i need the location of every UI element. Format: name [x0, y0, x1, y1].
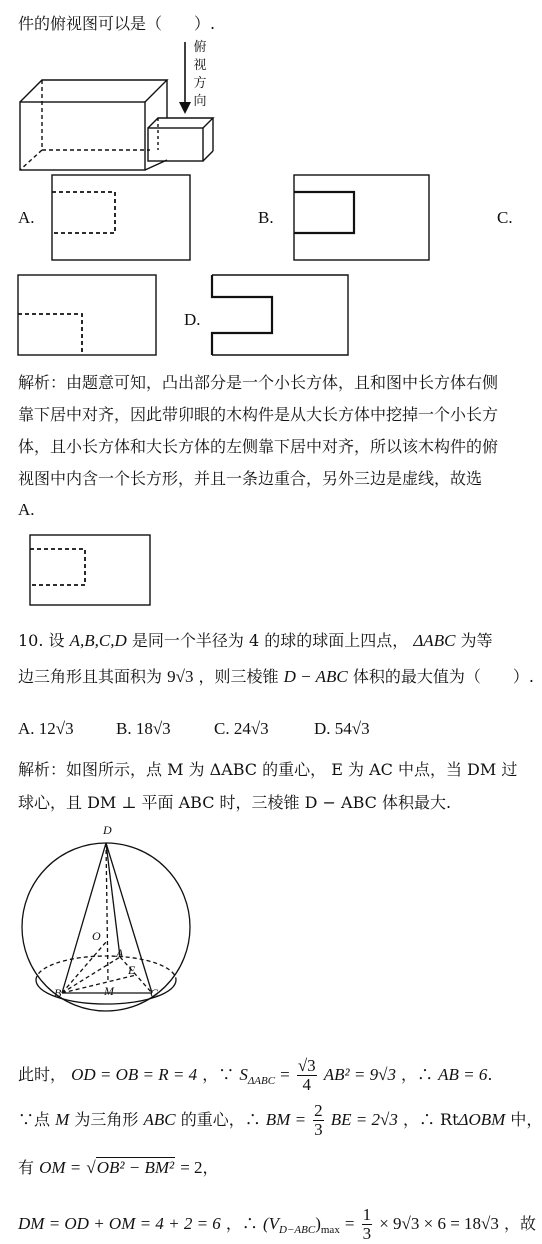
q10-stem-text-1: 是同一个半径为 4 的球的球面上四点， [131, 631, 409, 650]
calc-line-1: 此时， OD = OB = R = 4 ，∵ $S_{\Delta ABC}$ = $\frac{√3}{4}$ AB² = 9√3 ，∴ AB = 6. [18, 1056, 493, 1094]
calc-line-3: 有 OM = √OB² − BM² = 2， [18, 1158, 219, 1177]
point-o-label: O [92, 929, 101, 943]
point-c-label: C [150, 986, 159, 1000]
point-m-label: M [104, 984, 114, 998]
calc1-area-symbol: S [239, 1065, 248, 1084]
choice-b-label: B. [116, 719, 132, 738]
calc2-text-1: ∵点 [18, 1110, 51, 1129]
choice-d-value: 54√3 [334, 719, 370, 738]
calc2-bm: BM = [265, 1110, 307, 1129]
view-direction-label-4: 向 [193, 94, 207, 109]
q9-analysis-line-3: 体，且小长方体和大长方体的左侧靠下居中对齐，所以该木构件的俯 [18, 437, 499, 456]
point-d-label: D [103, 823, 112, 837]
q10-stem-text-3: 边三角形且其面积为 [18, 667, 163, 686]
calc1-area-expr: AB² = 9√3 [323, 1065, 396, 1084]
calc4-text-2: ，故 [503, 1214, 536, 1233]
option-d-label: D. [184, 310, 201, 329]
choice-c-value: 24√3 [233, 719, 269, 738]
view-direction-label-3: 方 [193, 76, 207, 91]
q9-analysis-line-1: 解析：由题意可知，凸出部分是一个小长方体，且和图中长方体右侧 [18, 373, 499, 392]
calc1-ab: AB = 6 [438, 1065, 488, 1084]
calc4-dm: DM = OD + OM = 4 + 2 = 6 [18, 1214, 221, 1233]
choice-a-value: 12√3 [38, 719, 74, 738]
calc1-text-3: ，∴ [401, 1065, 434, 1084]
calc4-volume: × 9√3 × 6 = 18√3 [379, 1214, 499, 1233]
choice-d-label: D. [314, 719, 331, 738]
q9-analysis-answer: A. [18, 500, 35, 519]
q9-analysis-line-4: 视图中内含一个长方形，并且一条边重合，另外三边是虚线，故选 [18, 469, 483, 488]
calc2-text-2: 为三角形 [74, 1110, 139, 1129]
q10-stem-text-2: 为等 [460, 631, 493, 650]
calc4-v: (V [263, 1214, 280, 1233]
point-e-label: E [128, 963, 136, 977]
calc2-text-4: ，∴ Rt [402, 1110, 459, 1129]
calc3-radicand: OB² − BM² [96, 1158, 175, 1177]
calc2-triangle: ΔOBM [458, 1110, 506, 1129]
view-direction-label-1: 俯 [193, 40, 207, 55]
calc2-be: BE = 2√3 [330, 1110, 398, 1129]
calc2-text-3: 的重心，∴ [180, 1110, 261, 1129]
option-c-label: C. [497, 208, 513, 227]
calc1-eq: = [280, 1065, 290, 1084]
q10-area: 9√3 [167, 667, 194, 686]
calc1-fraction: $\frac{√3}{4}$ [297, 1056, 316, 1094]
calc3-om: OM = [39, 1158, 82, 1177]
choice-c-label: C. [214, 719, 230, 738]
calc4-v-sub: D−ABC [279, 1224, 316, 1237]
calc-line-4: DM = OD + OM = 4 + 2 = 6 ，∴ $(V_{D-ABC})_{max}$ = $\frac{1}{3}$ × 9√3 × 6 = 18√3 ，故 [18, 1205, 536, 1243]
q10-points: A,B,C,D [69, 631, 127, 650]
q10-stem-text-5: 体积的最大值为（ ）. [352, 667, 534, 686]
q10-triangle: ΔABC [413, 631, 456, 650]
calc1-text-1: 此时， [18, 1065, 67, 1084]
q10-stem-text-4: ，则三棱锥 [198, 667, 279, 686]
q10-analysis-line-2: 球心，且 DM ⊥ 平面 ABC 时，三棱锥 D − ABC 体积最大. [18, 793, 452, 812]
calc3-result: = 2 [180, 1158, 203, 1177]
calc4-text-1: ，∴ [225, 1214, 258, 1233]
point-a-label: A [116, 946, 124, 960]
q9-stem-tail: 件的俯视图可以是（ ）. [18, 14, 216, 33]
choice-b-value: 18√3 [135, 719, 171, 738]
option-a-label: A. [18, 208, 35, 227]
q10-number: 10. 设 [18, 631, 65, 650]
calc4-max: max [320, 1224, 340, 1237]
calc2-abc: ABC [143, 1110, 176, 1129]
calc1-radius: OD = OB = R = 4 [71, 1065, 198, 1084]
calc3-text-1: 有 [18, 1158, 35, 1177]
calc4-fraction: $\frac{1}{3}$ [362, 1205, 372, 1243]
calc2-text-5: 中， [510, 1110, 542, 1129]
q10-pyramid: D − ABC [283, 667, 348, 686]
calc2-m: M [55, 1110, 70, 1129]
choice-a-label: A. [18, 719, 35, 738]
view-direction-label-2: 视 [193, 58, 207, 73]
calc-line-2 [18, 1102, 542, 1139]
option-b-label: B. [258, 208, 274, 227]
point-b-label: B [54, 986, 62, 1000]
q10-analysis-line-1: 解析：如图所示，点 M 为 ΔABC 的重心， E 为 AC 中点，当 DM 过 [18, 760, 518, 779]
q9-analysis-line-2: 靠下居中对齐，因此带卯眼的木构件是从大长方体中挖掉一个小长方 [18, 405, 499, 424]
calc1-text-2: ，∵ [202, 1065, 235, 1084]
calc1-area-sub: ΔABC [247, 1075, 276, 1088]
calc2-fraction: $\frac{2}{3}$ [314, 1101, 323, 1139]
